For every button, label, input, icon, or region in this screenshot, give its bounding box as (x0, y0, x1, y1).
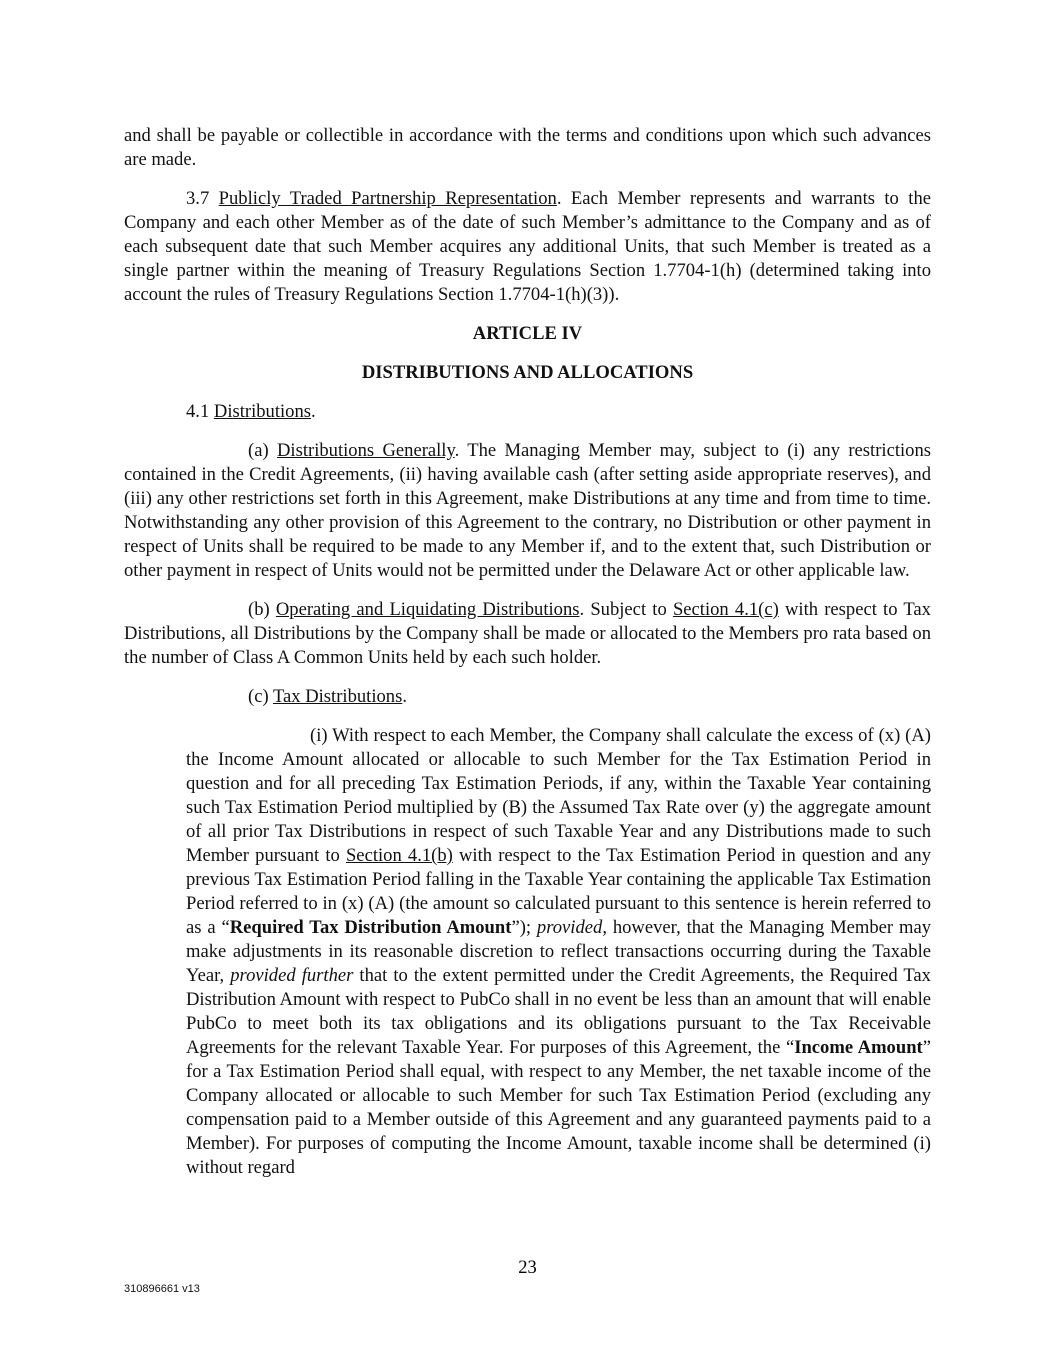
cross-reference-4-1-c: Section 4.1(c) (672, 599, 779, 620)
paragraph-continuation: and shall be payable or collectible in accordance with the terms and conditions upon which such advances are made. (124, 125, 931, 170)
section-4-1-heading: Distributions (213, 401, 311, 422)
document-id: 310896661 v13 (124, 1283, 200, 1295)
section-4-1-number: 4.1 (186, 401, 214, 422)
section-3-7-text: . Each Member represents and warrants to the Company and each other Member as of the date of such Member’s admittance to the Company and as of each subsequent date that such Member acquires any additional Units, that such Member is treated as a single partner within the meaning of Treasury Regulations Section 1.7704-1(h) (determined taking into account the rules of Treasury Regulations Section 1.7704-1(h)(3)). (124, 188, 931, 305)
subsection-b (124, 598, 931, 670)
page-number: 23 (518, 1257, 537, 1278)
clause-c-i-text-1: (i) With respect to each Member, the Company shall calculate the excess of (x) (A) the Income Amount allocated or allocable to such Member for the Tax Estimation Period in question and for all preceding Tax Estimation Periods, if any, within the Taxable Year containing such Tax Estimation Period multiplied by (B) the Assumed Tax Rate over (y) the aggregate amount of all prior Tax Distributions in respect of such Taxable Year and any Distributions made to such Member pursuant to (186, 725, 931, 866)
section-3-7-number: 3.7 (186, 188, 219, 209)
section-3-7 (124, 187, 931, 307)
subsection-c-period: . (402, 686, 407, 707)
subsection-c-number: (c) (248, 686, 273, 707)
clause-c-i-text-3: ”); (511, 917, 537, 938)
defined-term-income-amount: Income Amount (794, 1037, 923, 1058)
article-title: DISTRIBUTIONS AND ALLOCATIONS (361, 362, 694, 383)
clause-c-i-text-4: , however, that the Managing Member may make adjustments in its reasonable discretion to reflect transactions occurring during the Taxable Year, (186, 917, 931, 986)
proviso-provided-further: provided further (230, 965, 354, 986)
cross-reference-4-1-b: Section 4.1(b) (345, 845, 453, 866)
subsection-a-number: (a) (248, 440, 277, 461)
subsection-b-text-2: with respect to Tax Distributions, all Distributions by the Company shall be made or allocated to the Members pro rata based on the number of Class A Common Units held by each such holder. (124, 599, 931, 668)
proviso-provided: provided (536, 917, 603, 938)
subsection-b-number: (b) (248, 599, 276, 620)
document-page (124, 124, 931, 1195)
clause-c-i-text-2: with respect to the Tax Estimation Period in question and any previous Tax Estimation Period falling in the Taxable Year containing the applicable Tax Estimation Period referred to in (x) (A) (the amount so calculated pursuant to this sentence is herein referred to as a “ (186, 845, 931, 938)
section-4-1-period: . (311, 401, 316, 422)
section-4-1 (124, 400, 931, 424)
clause-c-i-text-5: that to the extent permitted under the Credit Agreements, the Required Tax Distribution Amount with respect to PubCo shall in no event be less than an amount that will enable PubCo to meet both its tax obligations and its obligations pursuant to the Tax Receivable Agreements for the relevant Taxable Year. For purposes of this Agreement, the “ (186, 965, 931, 1058)
section-3-7-heading: Publicly Traded Partnership Representation (218, 188, 557, 209)
subsection-a-text: . The Managing Member may, subject to (i) any restrictions contained in the Credit Agreements, (ii) having available cash (after setting aside appropriate reserves), and (iii) any other restrictions set forth in this Agreement, make Distributions at any time and from time to time. Notwithstanding any other provision of this Agreement to the contrary, no Distribution or other payment in respect of Units shall be required to be made to any Member if, and to the extent that, such Distribution or other payment in respect of Units would not be permitted under the Delaware Act or other applicable law. (124, 440, 931, 581)
subsection-c (124, 685, 931, 709)
defined-term-required-tax-distribution-amount: Required Tax Distribution Amount (229, 917, 512, 938)
subsection-b-text-1: . Subject to (579, 599, 673, 620)
subsection-c-heading: Tax Distributions (272, 686, 403, 707)
subsection-a-heading: Distributions Generally (277, 440, 455, 461)
article-heading: ARTICLE IV (472, 323, 583, 344)
clause-c-i (186, 724, 931, 1180)
clause-c-i-text-6: ” for a Tax Estimation Period shall equal, with respect to any Member, the net taxable income of the Company allocated or allocable to such Member for such Tax Estimation Period (excluding any compensation paid to a Member outside of this Agreement and any guaranteed payments paid to a Member). For purposes of computing the Income Amount, taxable income shall be determined (i) without regard (186, 1037, 931, 1178)
subsection-a (124, 439, 931, 583)
subsection-b-heading: Operating and Liquidating Distributions (275, 599, 580, 620)
